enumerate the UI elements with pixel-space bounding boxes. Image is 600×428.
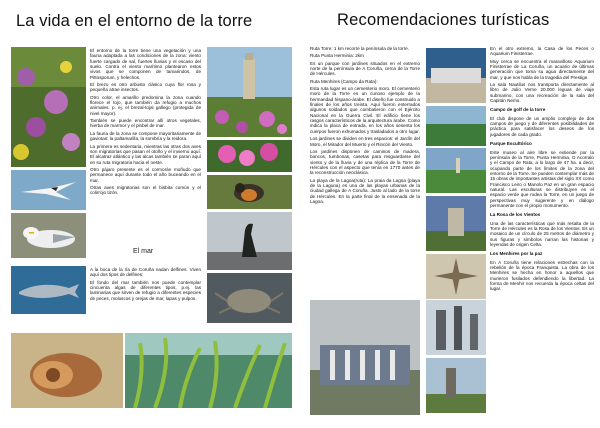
mar-heading: El mar [133,248,154,255]
aquarium-photo [426,48,486,103]
golf-heading: Campo de golf de la torre [490,107,546,113]
route-paragraph: Ruta Punta Herminia: 2km [310,53,364,59]
route-paragraph: Esta ruta lugar es un cementerio moro. El cementerio moro de la Torre es un curioso ejemplo de la hermandad hispano-árabe. El diseño fue construido a finales de los años treinta. Aquí fueron enterrados algunos soldados que combatieron con el Ejército Nacional en la Guerra Civil. El edificio tiene los rasgos característicos de la arquitectura árabe. Como indica la placa de entrada, en los años sesenta los cuerpos fueron exhumados y trasladados a otro lugar. [310,86,420,134]
compass-mosaic-photo [426,254,486,299]
mar-paragraph: El fondo del mar también nos puede contemplar cincuenta algas de diferentes tipos, p.ej. las laminarias que sirven de refugio a diferentes especies de peces, moluscos y orejas de mar, lapas y pulpos. [90,279,201,301]
cormorant-photo [207,212,292,270]
route-paragraph: Los jardines se dividen en tres espacios: el Jardín del Moro, el Mirador del Muerto y el Rincón del Viento. [310,136,420,147]
right-page-title: Recomendaciones turísticas [337,11,550,29]
golf-photo [426,106,486,146]
vida-paragraph: También se puede encontrar allí otros vegetales, hierba de marmor y el pinbel de mar. [90,118,201,129]
vida-text-block [90,48,201,198]
vida-paragraph: La fauna de la zona se compone mayoritariamente de gaviotas: la paltamarilla, la sombría y la reidora. [90,130,201,142]
flower-photo [207,140,292,172]
recommendations-text-block [490,46,594,294]
tower-photo [207,47,292,137]
vida-paragraph: Otras aves migratorias son el bisbita común y el colirrojo tizón. [90,184,201,196]
menhires-photo [426,300,486,355]
gannet-photo [11,170,86,210]
rosa-heading: La Rosa de los Vientos [490,212,541,218]
rec-paragraph: Una de las características que más resalta de la Torre de Hércules es la Rosa de los Vientos. Es un mosaico de un círculo de 25 metros de diámetro y sus figuras y símbolos narran las historias y leyendas de origen Celta. [490,220,594,247]
route-paragraph: Ruta Menhires (Campo da Rata): [310,78,378,84]
menhires-2-photo [426,358,486,413]
right-page [300,0,600,428]
sculpture-photo [426,196,486,251]
golf-course-photo [426,148,486,193]
route-paragraph: Los jardines disponen de caminos de madera, bancos, tumbonas, casetas para resguardarse del viento y de la lluvia y de una réplica de la Torre de Hércules con el aspecto que tenía en 1770 antes de la reconstrucción neoclásica. [310,148,420,176]
rec-paragraph: En A Coruña tiene relaciones estrechas con la rebelión de la época Franquista. La obra de los Menhires se hecha en honor a aquellos que murieron fusilados defendiendo la libertad. La forma de Menhir nos recuerda la época celtas del lugar. [490,259,594,292]
menhires-heading: Los Menhires por la paz [490,251,543,257]
vida-paragraph: Otro color, el amarillo predomina la zona cuando florece el tojo, que también da refugio a muchos animales. p. ej. el brezal-tojal gallego (protegida de nivel mayor). [90,94,201,116]
routes-text-block [310,46,420,206]
rec-paragraph: En el otro extremo, la Casa de los Peces o Aquarium Finisterrae. [490,46,594,57]
shell-photo [11,333,123,408]
route-paragraph: Es un parque con jardines situados en el extremo norte de la península de A Coruña, cerca de la Torre de Hércules. [310,60,420,77]
route-paragraph: Ruta Torre: 1 km recorre la península de la torre. [310,46,409,51]
vida-paragraph: El brezo es otro arbusto clásico cuya flor rosa y pequeña atrae insectos. [90,82,201,93]
dolphin-photo [11,266,86,314]
mar-paragraph: A la boca de la ría de Coruña nadan delfines. Viven aquí dos tipos de delfines: [90,267,201,278]
vida-paragraph: Otro pájaro presente es el cormorán moñudo que permanece aquí durante todo el año buceando en el mar. [90,166,201,183]
rec-paragraph: La sala Nautilus nos transporta directamente al libro de Julio Verne 20.000 leguas de viaje submarino, con una recreación de la sala del Capitán Nemo. [490,82,594,104]
rec-paragraph: Este museo al aire libre se extiende por la península de la Torre, Punta Herminia, O Acorralo y el Campo de Rata, a lo largo de 47 ha. a decir, ocupando parte de los límites de la zona del entorno de la Torre. Se pueden contemplar más de 15 obras de importantes artistas del siglo XX como Francisco Leiro o Manolo Paz en un gran espacio natural. Las esculturas se distribuyen en el espacio verde que rodea la Torre, en un juego de perspectivas muy sugerente y en diálogo permanente con el propio monumento. [490,149,594,208]
vida-paragraph: El entorno de la torre tiene una vegetación y una fauna adaptada a las condiciones de la zona: viento fuerte cargado de sal, fuertes lluvias y el escaso del suelo. Contra el viento marítimo plantearon estos vivos que se componen de tamarindos, de Pittosporum, y helechos. [90,48,201,80]
crab-photo [207,273,292,323]
heather-photo [11,47,86,167]
vida-paragraph: La primera es sedentaria, mientras las otras dos aves son migratorias que pasan el otoño y el invierno aquí. El alcatraz atlántico y las alcas también se paran aquí en su ruta migratoria hacia el oeste. [90,143,201,165]
robin-photo [207,175,292,209]
rosa-vientos-photo [310,300,420,415]
gull-photo [11,213,86,258]
parque-heading: Parque Escultórico [490,141,532,147]
rec-paragraph: Muy cerca se encuentra el maravilloso Aquarium Finisterrae de La Coruña, un acuario de últimas generación que toma su agua directamente del mar, y que nos habla de la tragedia del Prestige. [490,58,594,80]
left-page-title: La vida en el entorno de la torre [16,12,253,30]
seaweed-photo [125,333,292,408]
route-paragraph: La playa de la Lagoa(ruta): La praia da Lagoa (playa de la Laguna) es una de las playas urbanas de la ciudad gallega de A Coruña. Justo al lado de la torre de Hércules. En la parte final de la ensenada de la Lagoa. [310,177,420,204]
mar-text-block [90,267,201,303]
rec-paragraph: El club dispone de un amplio complejo de dos campos de juego y de diferentes posibilidades de práctica para satisfacer los deseos de los jugadores de cada grado. [490,115,594,137]
